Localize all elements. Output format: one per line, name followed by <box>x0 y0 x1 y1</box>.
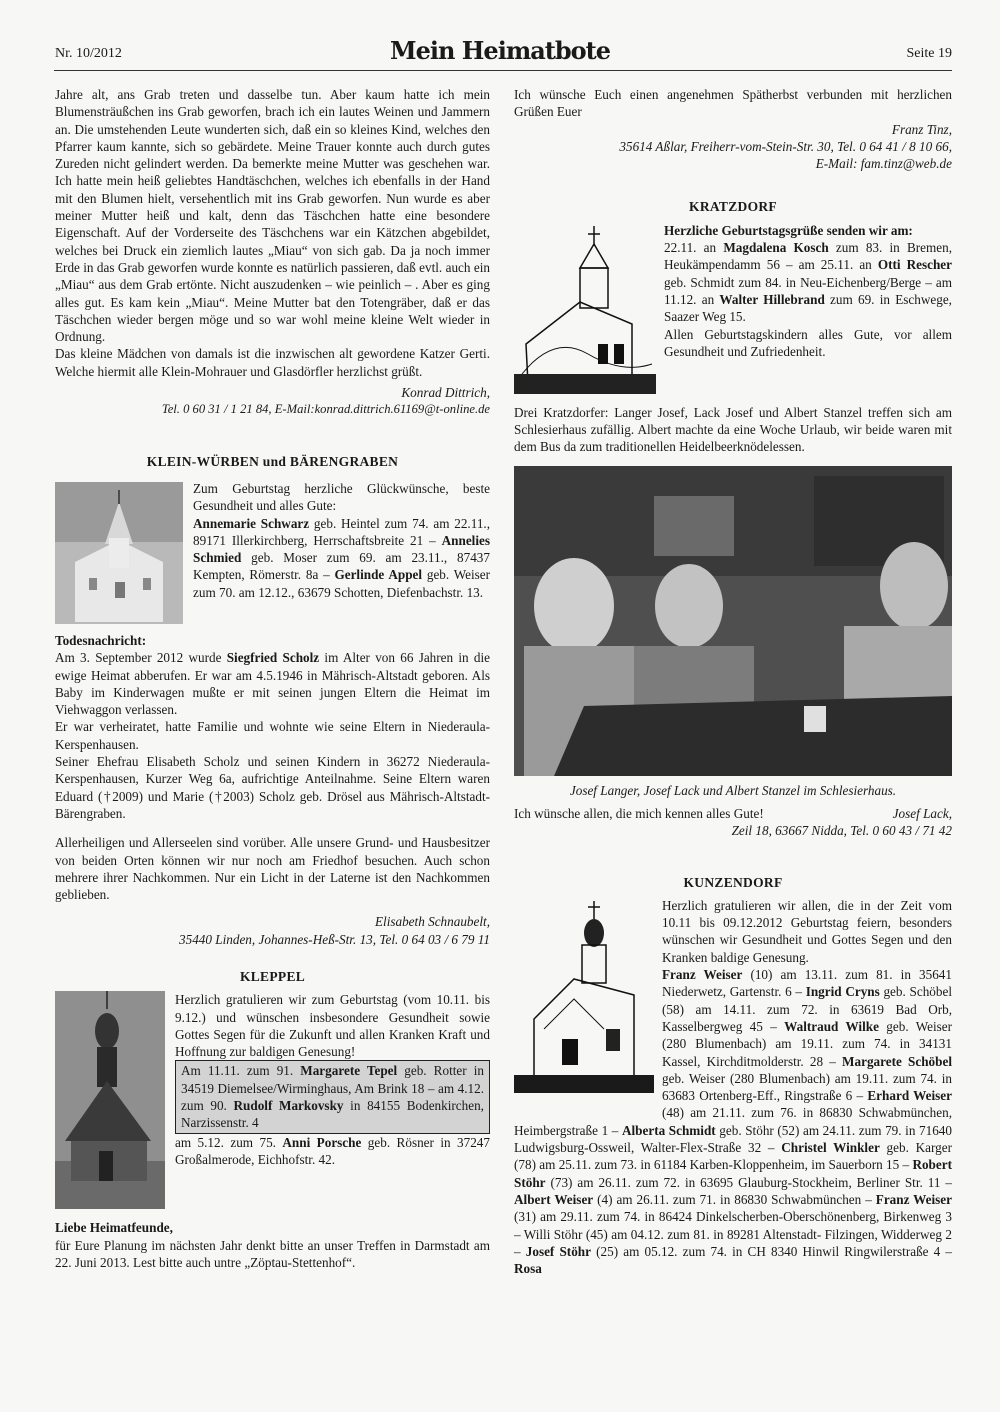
section-title-kleppel: KLEPPEL <box>239 968 306 984</box>
liebe-title: Liebe Heimatfeunde, <box>55 1220 173 1236</box>
story-paragraph-end: Das kleine Mädchen von damals ist die inzwischen alt gewordene Katzer Gerti. Welche hiermit alle Klein-Mohrauer und Glasdörfler herzlichst grüßt. <box>55 346 490 379</box>
death-notice-text: Am 3. September 2012 wurde Siegfried Scholz im Alter von 66 Jahren in die ewige Heimat abberufen. Er war am 4.5.1946 in Mährisch-Altstadt geboren. Als Baby im Kinderwagen mußte er mit seinen jungen Eltern die Heimat im Viehwaggon verlassen. <box>55 650 490 718</box>
tinz-address: 35614 Aßlar, Freiherr-vom-Stein-Str. 30, Tel. 0 64 41 / 8 10 66, <box>619 138 952 154</box>
kleppel-birthday-porsche: am 5.12. zum 75. Anni Porsche geb. Rösner in 37247 Großalmerode, Eichhofstr. 42. <box>175 1134 490 1167</box>
kunzendorf-intro: Herzlich gratulieren wir allen, die in der Zeit vom 10.11 bis 09.12.2012 Geburtstag feiern, besonders wünschen wir Gesundheit und Gottes Segen und den Kranken baldige Genesung. <box>662 897 952 965</box>
death-notice-family: Er war verheiratet, hatte Familie und wohnte wie seine Eltern in Niederaula-Kerspenhausen. <box>55 719 490 752</box>
chapel-photo-klein-wuerben <box>55 482 183 624</box>
allerheiligen-text: Allerheiligen und Allerseelen sind vorüber. Alle unsere Grund- und Hausbesitzer von beiden Orten können wir nur noch am Friedhof besuchen. Auch schon mehrere ihrer Nachkommen. Nur ein Licht in der Laterne ist den Nachkommen geblieben. <box>55 835 490 903</box>
kw-birthdays: Annemarie Schwarz geb. Heintel zum 74. am 22.11., 89171 Illerkirchberg, Herrschaftsbreite 21 – Annelies Schmied geb. Moser zum 69. am 23.11., 87437 Kempten, Römerstr. 8a – Gerlinde Appel geb. Weiser zum 70. am 12.12., 63679 Schotten, Diefenbachstr. 13. <box>193 515 491 600</box>
signature-contact-2: 35440 Linden, Johannes-Heß-Str. 13, Tel. 0 64 03 / 6 79 11 <box>179 931 490 947</box>
right-column <box>514 86 952 1277</box>
liebe-text: für Eure Planung im nächsten Jahr denkt bitte an unser Treffen in Darmstadt am 22. Juni 2013. Lest bitte auch untre „Zöptau-Stettenhof“. <box>55 1237 490 1270</box>
church-drawing-kratzdorf <box>514 224 656 394</box>
lack-name: Josef Lack, <box>892 805 952 821</box>
kleppel-highlight-box: Am 11.11. zum 91. Margarete Tepel geb. Rotter in 34519 Diemelsee/Wirminghaus, Am Brink 18 – am 4.12. zum 90. Rudolf Markovsky in 84155 Bodenkirchen, Narzissenstr. 4 <box>175 1060 490 1133</box>
photo-caption: Josef Langer, Josef Lack und Albert Stanzel im Schlesierhaus. <box>569 782 897 798</box>
tinz-email: E-Mail: fam.tinz@web.de <box>815 156 952 172</box>
kratzdorf-birthdays: 22.11. an Magdalena Kosch zum 83. in Bremen, Heukämpendamm 56 – am 25.11. an Otti Rescher geb. Schmidt zum 84. in Neu-Eichenberg/Berge – am 11.12. an Walter Hillebrand zum 69. in Eschwege, Saazer Weg 15. <box>664 240 953 325</box>
lack-greeting: Ich wünsche allen, die mich kennen alles Gute! Josef Lack, <box>514 805 952 821</box>
page-number: Seite 19 <box>906 46 952 61</box>
story-paragraph: Jahre alt, ans Grab treten und dasselbe tun. Aber kaum hatte ich mein Blumensträußchen ins Grab geworfen, brach ich ein lautes Weinen und Jammern an. Die umstehenden Leute wunderten sich, daß ein so kleines Kind, welches den Pfarrer kaum kannte, sich so gebärdete. Meine Trauer konnte auch durch gutes Zureden nicht gelindert werden. Da bemerkte meine Mutter was geschehen war. Ich hatte mein heiß geliebtes Handtäschchen, welches ich ebenfalls in der Hand mit den Blumen hielt, versehentlich mit ins Grab geworfen. Nun wurde es aber meiner Mutter heiß und kalt, denn das Täschchen hatte eine besondere Eigenschaft. Auf der Vorderseite des Täschchens war ein Kätzchen abgebildet, welches bei Druck ein ziemlich lautes „Miau“ von sich gab. Da ja noch immer Erde in das Grab geworfen wurde konnte es natürlich passieren, daß evtl. auch ein „Miau“ aus dem Grab ertönte. Nicht auszudenken – wie peinlich – . Aber es ging alles gut. Es kam kein „Miau“. Meine Mutter bat den Totengräber, daß er das Täschchen wieder bergen möge und so war wohl meine kleine Welt wieder in Ordnung. <box>55 87 490 345</box>
left-column <box>55 86 490 1271</box>
section-title-kratzdorf: KRATZDORF <box>689 199 777 215</box>
header-rule <box>54 70 952 71</box>
death-notice-title: Todesnachricht: <box>55 632 147 648</box>
kleppel-intro: Herzlich gratulieren wir zum Geburtstag (vom 10.11. bis 9.12.) und wünschen insbesondere Gesundheit sowie Gottes Segen für die Zukunft und allen Kranken Kraft und Hoffnung zur baldigen Genesung! <box>175 992 490 1060</box>
section-title-klein-wuerben: KLEIN-WÜRBEN und BÄRENGRABEN <box>146 453 399 469</box>
kratzdorf-heading: Herzliche Geburtstagsgrüße senden wir am: <box>664 222 913 238</box>
chapel-photo-kleppel <box>55 991 165 1209</box>
kratzdorf-wish: Allen Geburtstagskindern alles Gute, vor allem Gesundheit und Zufriedenheit. <box>664 326 952 359</box>
kunzendorf-birthdays: Franz Weiser (10) am 13.11. zum 81. in 35641 Niederwetz, Gartenstr. 6 – Ingrid Cryns geb. Schöbel (58) am 14.11. zum 72. in 63619 Bad Orb, Kasselbergweg 45 – Waltraud Wilke geb. Weiser (280 Blumenbach) am 19.11. zum 74. in 34131 Kassel, Kirchditmolderstr. 28 – Margarete Schöbel geb. Weiser (280 Blumenbach) am 19.11. zum 74. in 63683 Ortenberg-Eff., Ringstraße 6 – Erhard Weiser (48) am 21.11. zum 76. in 86830 Schwabmünchen, Heimbergstraße 1 – Alberta Schmidt geb. Stöhr (52) am 24.11. zum 79. in 71640 Ludwigsburg-Ossweil, Walter-Flex-Straße 32 – Christel Winkler geb. Karger (78) am 25.11. zum 73. in 61184 Karben-Kloppenheim, im Sauerborn 15 – Robert Stöhr (73) am 26.11. zum 72. in 63695 Glauburg-Stockheim, Berliner Str. 11 – Albert Weiser (4) am 26.11. zum 71. in 86830 Schwabmünchen – Franz Weiser (31) am 29.11. zum 74. in 86424 Dinkelscherben-Oberschönenberg, Birkenweg 3 – Willi Stöhr (45) am 04.12. zum 81. in 89281 Altenstadt- Filzingen, Widderweg 2 – Josef Stöhr (25) am 05.12. zum 74. in CH 8340 Hinwil Ringwilerstraße 4 – Rosa <box>514 967 953 1277</box>
kw-intro: Zum Geburtstag herzliche Glückwünsche, beste Gesundheit und alles Gute: <box>193 480 490 514</box>
kratzdorf-story: Drei Kratzdorfer: Langer Josef, Lack Josef und Albert Stanzel treffen sich am Schlesierhaus zufällig. Albert machte da eine Woche Urlaub, wir beide waren mit dem Bus da zum traditionellen Heidelbeerknödelessen. <box>514 404 952 455</box>
signature-contact: Tel. 0 60 31 / 1 21 84, E-Mail:konrad.dittrich.61169@t-online.de <box>161 402 490 417</box>
death-notice-condolence: Seiner Ehefrau Elisabeth Scholz und seinen Kindern in 36272 Niederaula-Kerspenhausen, Kurzer Weg 6a, aufrichtige Anteilnahme. Seine Eltern waren Eduard (†2009) und Marie (†2003) Scholz geb. Drösel aus Mährisch-Altstadt-Bärengraben. <box>55 754 490 821</box>
church-drawing-kunzendorf <box>514 899 654 1104</box>
tinz-greeting: Ich wünsche Euch einen angenehmen Spätherbst verbunden mit herzlichen Grüßen Euer <box>514 87 952 120</box>
section-title-kunzendorf: KUNZENDORF <box>683 874 783 890</box>
signature-name-2: Elisabeth Schnaubelt, <box>374 914 490 930</box>
signature-name: Konrad Dittrich, <box>401 385 490 401</box>
group-photo-schlesierhaus <box>514 466 952 776</box>
tinz-name: Franz Tinz, <box>891 121 952 137</box>
masthead-logo: Mein Heimatbote <box>390 36 610 65</box>
lack-address: Zeil 18, 63667 Nidda, Tel. 0 60 43 / 71 42 <box>731 823 952 839</box>
issue-number: Nr. 10/2012 <box>55 46 122 61</box>
